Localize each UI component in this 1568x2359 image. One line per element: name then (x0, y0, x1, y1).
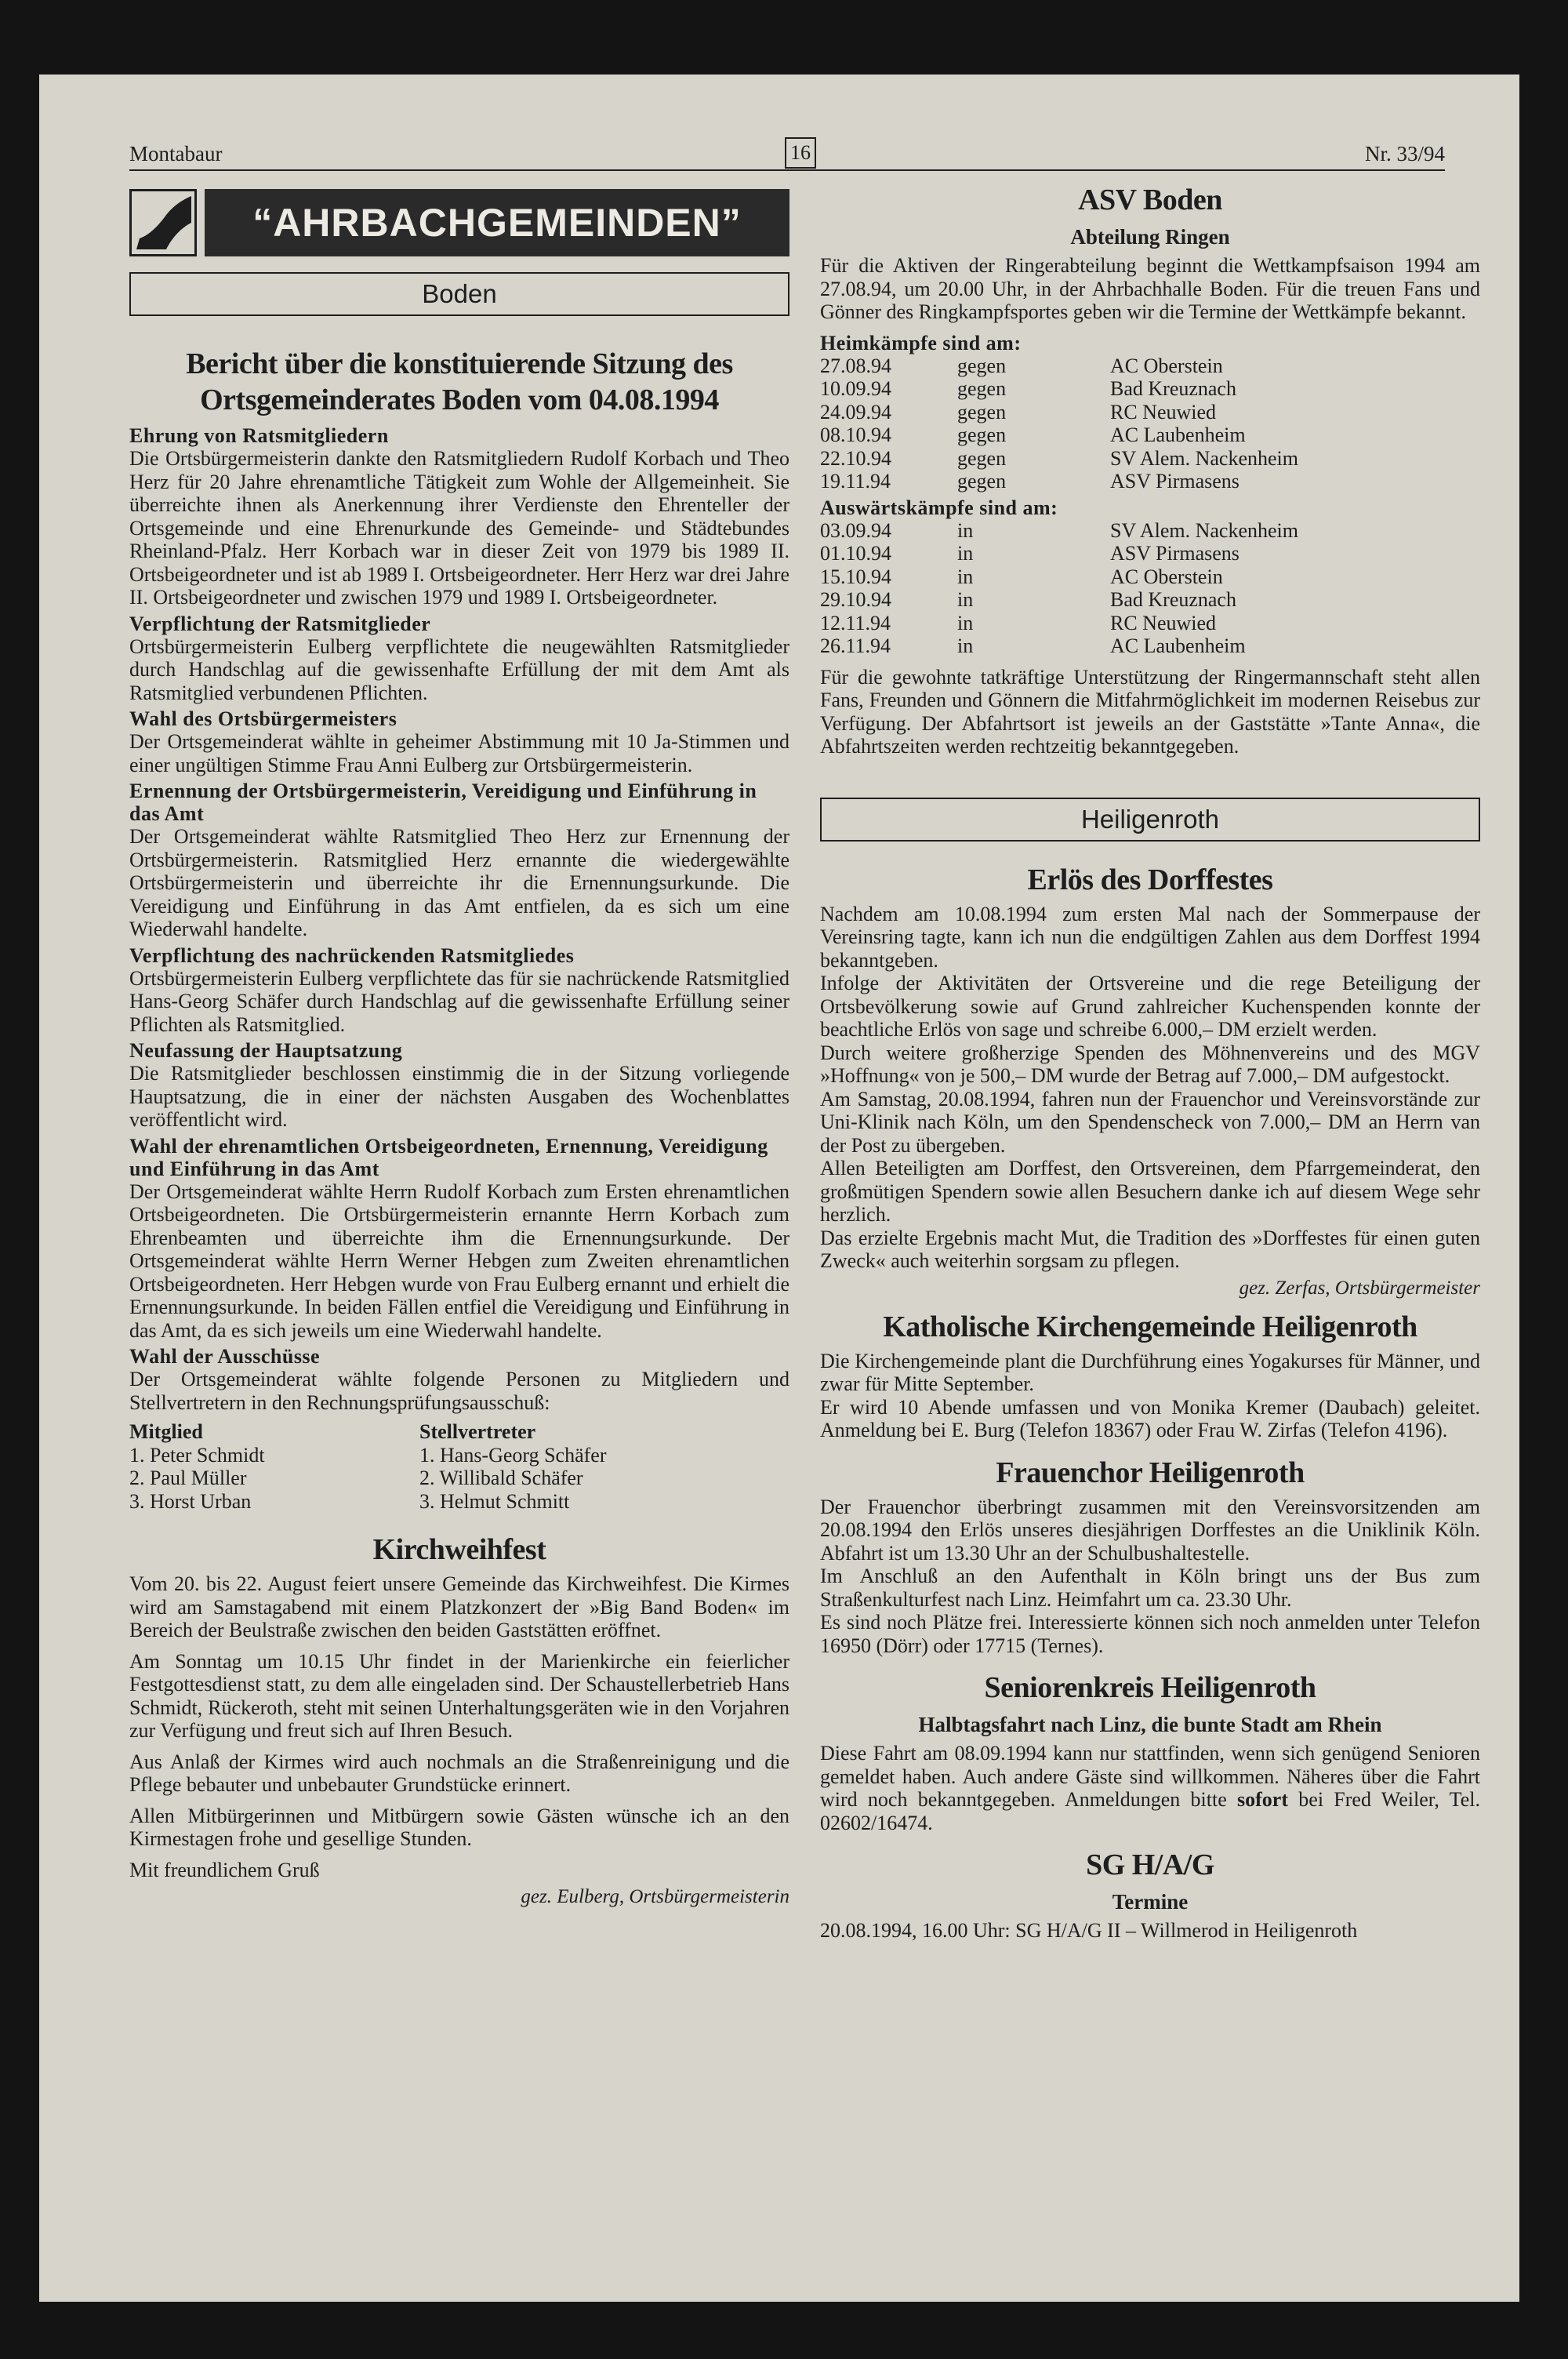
header-rule (129, 169, 1445, 171)
asv-title: ASV Boden (1078, 184, 1222, 216)
match-opponent: SV Alem. Nackenheim (1110, 518, 1298, 542)
match-type: in (957, 588, 974, 611)
signature: gez. Eulberg, Ortsbürgermeisterin (521, 1886, 789, 1907)
table-row (129, 1444, 710, 1467)
table-row (820, 565, 1298, 589)
paragraph (820, 1742, 1480, 1834)
match-type: gegen (957, 400, 1007, 423)
paragraph: Es sind noch Plätze frei. Interessierte können sich noch anmelden unter Telefon 16950 (Dörr) oder 17715 (Ternes). (820, 1611, 1480, 1657)
paragraph: Vom 20. bis 22. August feiert unsere Gemeinde das Kirchweihfest. Die Kirmes wird am Samstagabend mit einem Platzkonzert der »Big Band Boden« im Bereich der Beulstraße zwischen den beiden Gaststätten eröffnet. (129, 1572, 789, 1641)
table-row (129, 1490, 710, 1514)
match-date: 12.11.94 (820, 611, 891, 634)
subhead: Verpflichtung des nachrückenden Ratsmitgliedes (129, 943, 575, 967)
match-type: in (957, 611, 974, 634)
section-boden: Boden (129, 272, 789, 316)
match-opponent: RC Neuwied (1110, 400, 1217, 423)
paragraph: Er wird 10 Abende umfassen und von Monika Kremer (Daubach) geleitet. Anmeldung bei E. Burg (Telefon 18367) oder Frau W. Zirfas (Telefon 4196). (820, 1395, 1480, 1441)
report-title: Bericht über die konstituierende Sitzung des Ortsgemeinderates Boden vom 04.08.1994 (186, 347, 733, 416)
senioren-subtitle: Halbtagsfahrt nach Linz, die bunte Stadt am Rhein (918, 1713, 1382, 1736)
paragraph: Die Ortsbürgermeisterin dankte den Ratsmitgliedern Rudolf Korbach und Theo Herz für 20 Jahre ehrenamtliche Tätigkeit zum Wohle der Allgemeinheit. Sie überreichte ihnen als Anerkennung ihrer Verdienste den Ehrenteller der Ortsgemeinde und eine Ehrenurkunde des Gemeinde- und Städtebundes Rheinland-Pfalz. Herr Korbach war in dieser Zeit von 1979 bis 1989 II. Ortsbeigeordneter und ist ab 1989 I. Ortsbeigeordneter. Herr Herz war drei Jahre II. Ortsbeigeordneter und zwischen 1979 und 1989 I. Ortsbeigeordneter. (129, 447, 789, 609)
paragraph: Der Frauenchor überbringt zusammen mit den Vereinsvorsitzenden am 20.08.1994 den Erlös unseres diesjährigen Dorffestes an die Uniklinik Köln. Abfahrt ist um 13.30 Uhr an der Schulbushaltestelle. (820, 1495, 1480, 1565)
paragraph: Das erzielte Ergebnis macht Mut, die Tradition des »Dorffestes für einen guten Zweck« auch weiterhin sorgsam zu pflegen. (820, 1226, 1480, 1272)
match-date: 01.10.94 (820, 542, 891, 565)
table-row (820, 519, 1298, 543)
committee-deputy: 1. Hans-Georg Schäfer (419, 1443, 607, 1467)
match-opponent: SV Alem. Nackenheim (1110, 446, 1298, 470)
paragraph: Der Ortsgemeinderat wählte Ratsmitglied Theo Herz zur Ernennung der Ortsbürgermeisterin. Ratsmitglied Herz ernannte die wiedergewählte Ortsbürgermeisterin und überreichte ihr die Ernennungsurkunde. Die Vereidigung und Einführung in das Amt entfielen, da es sich um eine Wiederwahl handelte. (129, 825, 789, 940)
match-date: 27.08.94 (820, 354, 891, 377)
subhead: Verpflichtung der Ratsmitglieder (129, 612, 431, 635)
subhead: Wahl der ehrenamtlichen Ortsbeigeordneten, Ernennung, Vereidigung und Einführung in das Amt (129, 1134, 768, 1180)
table-row (820, 423, 1298, 447)
match-opponent: Bad Kreuznach (1110, 588, 1236, 611)
match-type: gegen (957, 377, 1007, 400)
paragraph: Die Kirchengemeinde plant die Durchführung eines Yogakurses für Männer, und zwar für Mitte September. (820, 1349, 1480, 1395)
subhead: Ehrung von Ratsmitgliedern (129, 424, 389, 447)
match-opponent: ASV Pirmasens (1110, 470, 1240, 493)
table-row (820, 634, 1298, 658)
match-date: 24.09.94 (820, 400, 891, 423)
match-type: gegen (957, 446, 1007, 470)
section-banner (129, 189, 789, 256)
match-date: 15.10.94 (820, 565, 891, 588)
text-segment: bei Fred Weiler, Tel. 02602/16474. (820, 1788, 1480, 1834)
sg-title: SG H/A/G (1086, 1848, 1214, 1881)
senioren-title: Seniorenkreis Heiligenroth (984, 1671, 1316, 1704)
match-date: 10.09.94 (820, 377, 891, 400)
text-emphasis: sofort (1237, 1788, 1289, 1811)
match-type: gegen (957, 423, 1007, 446)
subhead: Ernennung der Ortsbürgermeisterin, Vereidigung und Einführung in das Amt (129, 780, 757, 825)
paragraph: Für die gewohnte tatkräftige Unterstützung der Ringermannschaft steht allen Fans, Freunden und Gönnern die Mitfahrmöglichkeit im modernen Reisebus zur Verfügung. Der Abfahrtsort ist jeweils an der Gaststätte »Tante Anna«, die Abfahrtszeiten werden rechtzeitig bekanntgegeben. (820, 665, 1480, 758)
section-heiligenroth: Heiligenroth (820, 798, 1480, 841)
page-number: 16 (785, 137, 816, 169)
paragraph: Ortsbürgermeisterin Eulberg verpflichtete die neugewählten Ratsmitglieder durch Handschlag auf die gewissenhafte Erfüllung der mit dem Amt als Ratsmitglied verbundenen Pflichten. (129, 634, 789, 704)
paragraph: Der Ortsgemeinderat wählte folgende Personen zu Mitgliedern und Stellvertretern in den Rechnungsprüfungsausschuß: (129, 1368, 789, 1414)
paragraph: 20.08.1994, 16.00 Uhr: SG H/A/G II – Willmerod in Heiligenroth (820, 1919, 1358, 1942)
erloes-title: Erlös des Dorffestes (1027, 863, 1273, 896)
table-row (820, 588, 1298, 612)
paragraph: Am Sonntag um 10.15 Uhr findet in der Marienkirche ein feierlicher Festgottesdienst statt, zu dem alle eingeladen sind. Der Schaustellerbetrieb Hans Schmidt, Rückeroth, steht mit seinen Unterhaltungsgeräten wie in den Vorjahren zur Verfügung und freut sich auf Ihren Besuch. (129, 1649, 789, 1742)
kirche-title: Katholische Kirchengemeinde Heiligenroth (883, 1310, 1417, 1343)
paragraph: Aus Anlaß der Kirmes wird auch nochmals an die Straßenreinigung und die Pflege bebauter und unbebauter Grundstücke erinnert. (129, 1750, 789, 1796)
committee-member: 3. Horst Urban (129, 1489, 252, 1513)
paragraph: Der Ortsgemeinderat wählte in geheimer Abstimmung mit 10 Ja-Stimmen und einer ungültigen Stimme Frau Anni Eulberg zur Ortsbürgermeisterin. (129, 730, 789, 776)
paragraph: Der Ortsgemeinderat wählte Herrn Rudolf Korbach zum Ersten ehrenamtlichen Ortsbeigeordneten. Die Ortsbürgermeisterin ernannte Herrn Korbach zum Ehrenbeamten und überreichte ihm die Ernennungsurkunde. Der Ortsgemeinderat wählte Herrn Werner Hebgen zum Zweiten ehrenamtlichen Ortsbeigeordneten. Herr Hebgen wurde von Frau Eulberg ernannt und erhielt die Ernennungsurkunde. In beiden Fällen entfiel die Vereidigung und Einführung in das Amt, da es sich jeweils um eine Wiederwahl handelte. (129, 1180, 789, 1342)
match-date: 29.10.94 (820, 588, 891, 611)
kirmes-title: Kirchweihfest (372, 1533, 546, 1566)
away-matches-head: Auswärtskämpfe sind am: (820, 496, 1058, 519)
paragraph: Ortsbürgermeisterin Eulberg verpflichtete das für sie nachrückende Ratsmitglied Hans-Georg Schäfer durch Handschlag auf die gewissenhafte Erfüllung seiner Pflichten als Ratsmitglied. (129, 966, 789, 1036)
paragraph: Am Samstag, 20.08.1994, fahren nun der Frauenchor und Vereinsvorstände zur Uni-Klinik nach Köln, um den Spendenscheck von 7.000,– DM an Herrn van der Post zu übergeben. (820, 1087, 1480, 1157)
header-place: Montabaur (129, 142, 223, 165)
match-date: 08.10.94 (820, 423, 891, 446)
text-segment: Diese Fahrt am 08.09.1994 kann nur stattfinden, wenn sich genügend Senioren gemeldet haben. Auch andere Gäste sind willkommen. Näheres über die Fahrt wird noch bekanntgegeben. Anmeldungen bitte (820, 1742, 1480, 1811)
frauenchor-title: Frauenchor Heiligenroth (996, 1456, 1305, 1489)
subhead: Wahl der Ausschüsse (129, 1345, 321, 1368)
committee-deputy: 2. Willibald Schäfer (419, 1467, 583, 1489)
match-date: 19.11.94 (820, 470, 891, 493)
subhead: Neufassung der Hauptsatzung (129, 1039, 403, 1062)
home-matches-head: Heimkämpfe sind am: (820, 331, 1022, 354)
committee-member: 2. Paul Müller (129, 1467, 247, 1489)
table-row (820, 542, 1298, 565)
paragraph: Allen Beteiligten am Dorffest, den Ortsvereinen, dem Pfarrgemeinderat, den großmütigen Spendern sowie allen Besuchern danke ich auf diesem Wege sehr herzlich. (820, 1157, 1480, 1226)
right-column (820, 180, 1480, 1943)
match-type: gegen (957, 470, 1007, 493)
match-opponent: AC Oberstein (1110, 354, 1223, 377)
paragraph: Die Ratsmitglieder beschlossen einstimmig die in der Sitzung vorliegende Hauptsatzung, die in einer der nächsten Ausgaben des Wochenblattes veröffentlicht wird. (129, 1062, 789, 1131)
paragraph: Allen Mitbürgerinnen und Mitbürgern sowie Gästen wünsche ich an den Kirmestagen frohe und gesellige Stunden. (129, 1804, 789, 1850)
committee-deputy: 3. Helmut Schmitt (419, 1489, 570, 1513)
match-opponent: Bad Kreuznach (1110, 377, 1236, 400)
match-type: in (957, 518, 974, 542)
banner-title: “AHRBACHGEMEINDEN” (205, 189, 789, 256)
table-row (820, 470, 1298, 493)
subhead: Wahl des Ortsbürgermeisters (129, 707, 397, 730)
committee-member: 1. Peter Schmidt (129, 1443, 265, 1467)
paragraph: Nachdem am 10.08.1994 zum ersten Mal nach der Sommerpause der Vereinsring tagte, kann ich nun die endgültigen Zahlen aus dem Dorffest 1994 bekanntgeben. (820, 902, 1480, 972)
match-opponent: ASV Pirmasens (1110, 542, 1240, 565)
paragraph: Durch weitere großherzige Spenden des Möhnenvereins und des MGV »Hoffnung« von je 500,– DM wurde der Betrag auf 7.000,– DM aufgestockt. (820, 1041, 1480, 1087)
paragraph: Für die Aktiven der Ringerabteilung beginnt die Wettkampfsaison 1994 am 27.08.94, um 20.00 Uhr, in der Ahrbachhalle Boden. Für die treuen Fans und Gönner des Ringkampfsportes geben wir die Termine der Wettkämpfe bekannt. (820, 254, 1480, 323)
match-date: 03.09.94 (820, 518, 891, 542)
away-matches-table (820, 519, 1298, 658)
match-opponent: AC Laubenheim (1110, 634, 1246, 657)
paragraph: Mit freundlichem Gruß (129, 1858, 320, 1881)
match-type: in (957, 634, 974, 657)
match-date: 26.11.94 (820, 634, 891, 657)
table-row (820, 401, 1298, 424)
table-row (129, 1467, 710, 1490)
paragraph: Im Anschluß an den Aufenthalt in Köln bringt uns der Bus zum Straßenkulturfest nach Linz. Heimfahrt um ca. 23.30 Uhr. (820, 1565, 1480, 1611)
issue-number: Nr. 33/94 (1364, 142, 1445, 165)
ahrbach-logo-icon (129, 189, 197, 256)
signature: gez. Zerfas, Ortsbürgermeister (1239, 1277, 1480, 1299)
paragraph: Infolge der Aktivitäten der Ortsvereine und die rege Beteiligung der Ortsbevölkerung sowie auf Grund zahlreicher Kuchenspenden konnte der beachtliche Erlös von sage und schreibe 6.000,– DM erzielt werden. (820, 972, 1480, 1041)
committee-head-member: Mitglied (129, 1420, 203, 1443)
table-row (820, 354, 1298, 378)
newspaper-page (39, 75, 1519, 2302)
committee-head-deputy: Stellvertreter (419, 1420, 536, 1443)
match-date: 22.10.94 (820, 446, 891, 470)
left-column (129, 184, 789, 1913)
match-opponent: AC Laubenheim (1110, 423, 1246, 446)
table-row (820, 377, 1298, 401)
home-matches-table (820, 354, 1298, 493)
match-type: in (957, 542, 974, 565)
table-row (820, 447, 1298, 471)
sg-subtitle: Termine (1112, 1890, 1189, 1914)
match-type: gegen (957, 354, 1007, 377)
match-opponent: RC Neuwied (1110, 611, 1217, 634)
table-row (820, 612, 1298, 635)
match-opponent: AC Oberstein (1110, 565, 1223, 588)
match-type: in (957, 565, 974, 588)
asv-subtitle: Abteilung Ringen (1070, 225, 1230, 249)
committee-table (129, 1420, 710, 1513)
